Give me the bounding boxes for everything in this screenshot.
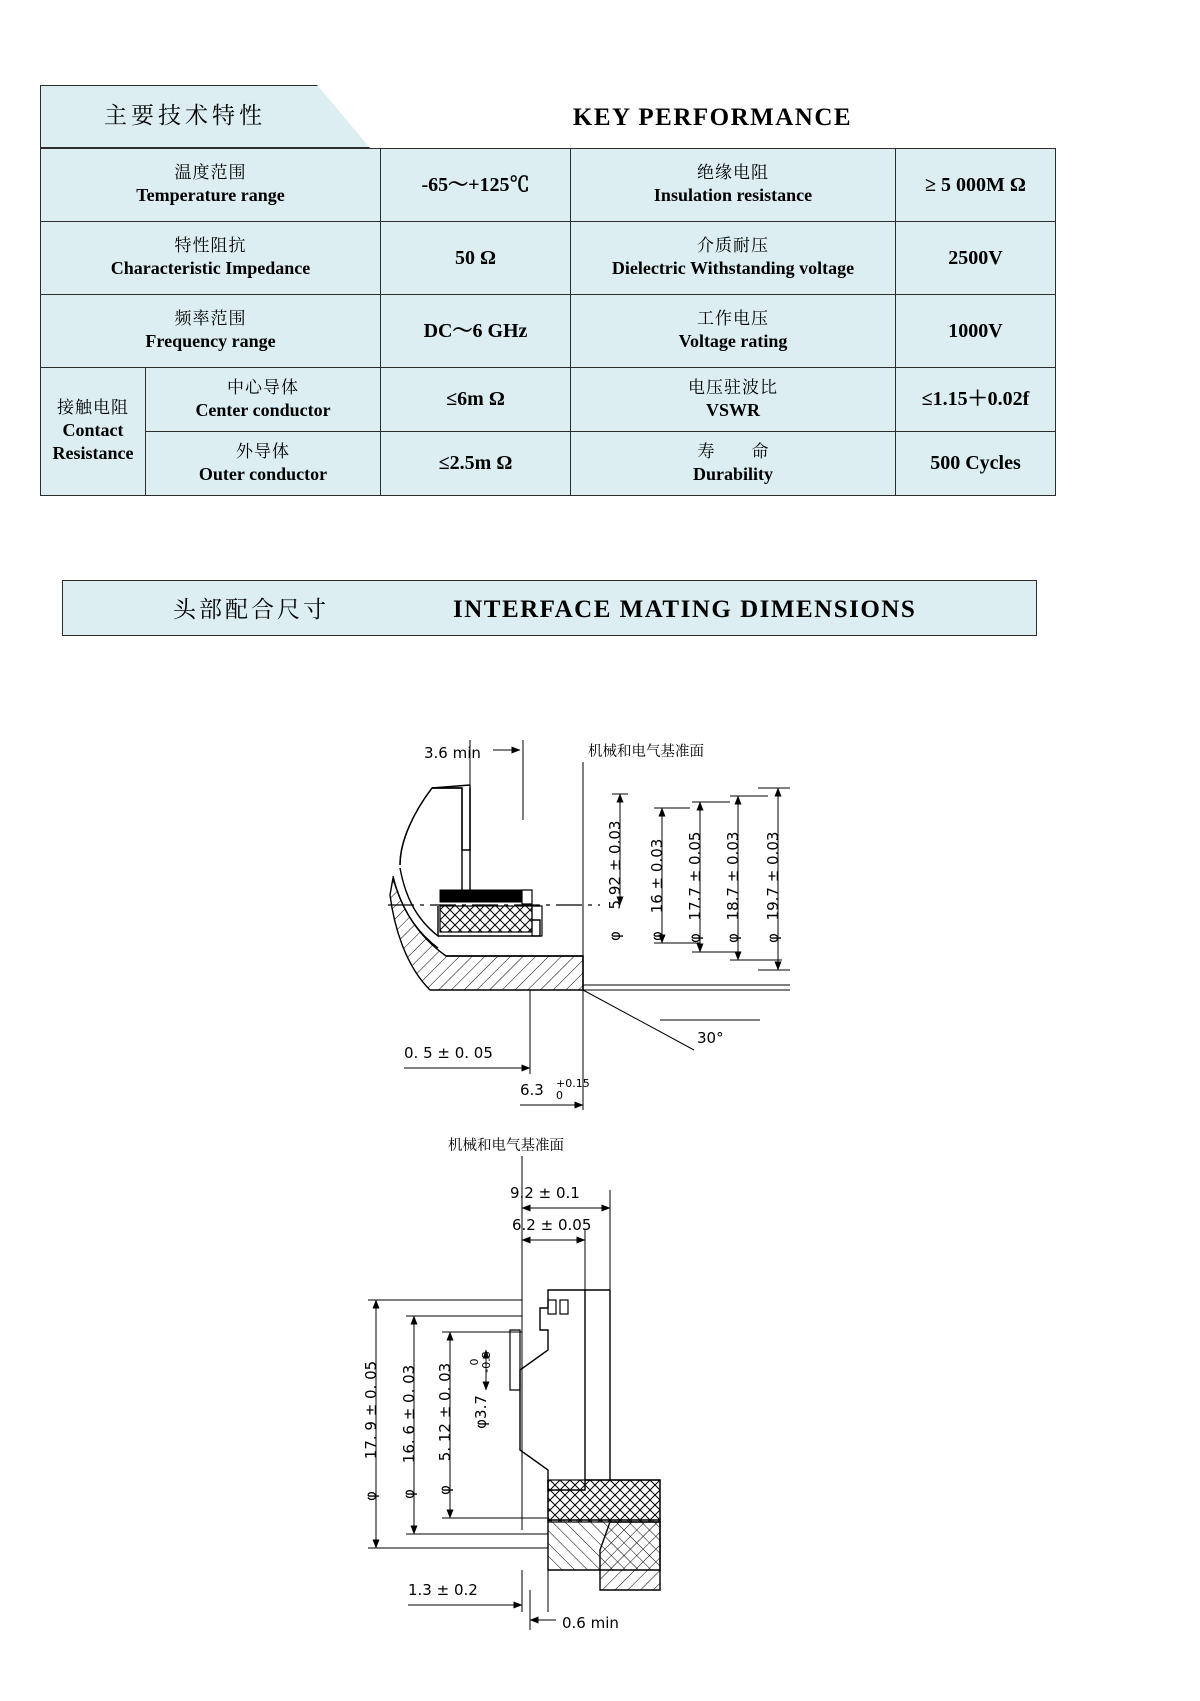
datum-label-top: 机械和电气基准面 [588,744,704,760]
label-en: Dielectric Withstanding voltage [611,258,855,279]
key-performance-section [40,85,1055,496]
cell-label-insulation [571,149,896,222]
label-en: Temperature range [136,185,285,206]
label-cn: 温度范围 [174,163,247,184]
dim-5-92: 5.92 ± 0.03 [606,820,624,910]
interface-mating-banner [62,580,1037,636]
dim-17-7: 17.7 ± 0.05 [686,831,704,921]
table-row [41,295,1056,368]
dim-16: 16 ± 0.03 [648,838,666,914]
label-cn: 工作电压 [697,309,770,330]
interface-title-cn: 头部配合尺寸 [173,597,329,623]
cell-label-durability [571,432,896,496]
label-cn: 寿 命 [697,441,779,462]
phi-symbol-1: φ [606,931,624,941]
bottom-drawing-group [362,1136,660,1632]
label-cn: 绝缘电阻 [697,163,770,184]
phi-symbol-2: φ [648,931,666,941]
dim-0-5: 0. 5 ± 0. 05 [404,1044,493,1062]
cell-label-contact-resistance [41,368,146,496]
top-drawing-group [388,740,790,1110]
key-performance-table [40,148,1056,496]
label-en: Insulation resistance [653,185,813,206]
dim-3-7-upper-tol: 0 [468,1358,481,1366]
dim-6-3-lower-tol: 0 [556,1089,563,1102]
dim-1-3: 1.3 ± 0.2 [408,1581,478,1599]
cell-value-voltage-rating: 1000V [896,295,1056,368]
label-en-line1: Contact [62,420,124,441]
table-row [41,149,1056,222]
label-en: Voltage rating [678,331,788,352]
table-row [41,432,1056,496]
dim-angle-30: 30° [697,1029,724,1047]
cell-label-center-conductor [146,368,381,432]
cell-label-dielectric [571,222,896,295]
cell-label-vswr [571,368,896,432]
cell-value-outer-conductor: ≤2.5m Ω [381,432,571,496]
phi-symbol-4: φ [724,933,742,943]
cell-value-impedance: 50 Ω [381,222,571,295]
label-cn: 特性阻抗 [174,236,247,257]
label-cn: 中心导体 [227,377,299,398]
dim-5-12: 5. 12 ± 0. 03 [436,1362,454,1462]
dim-16-6: 16. 6 ± 0. 03 [400,1364,418,1464]
label-en-line2: Resistance [52,443,134,464]
phi-symbol-6: φ [362,1491,380,1501]
dim-9-2: 9.2 ± 0.1 [510,1184,580,1202]
label-cn: 接触电阻 [57,397,129,418]
cell-value-temperature: -65～+125℃ [381,149,571,222]
cell-label-voltage-rating [571,295,896,368]
label-en: Center conductor [195,399,331,420]
phi-symbol-7: φ [400,1489,418,1499]
dim-18-7: 18.7 ± 0.03 [724,831,742,921]
cell-value-insulation: ≥ 5 000M Ω [896,149,1056,222]
datum-label-bottom: 机械和电气基准面 [448,1138,564,1154]
label-cn: 外导体 [236,441,290,462]
dim-3-7: φ3.7 [472,1395,490,1429]
cell-label-impedance [41,222,381,295]
label-en: Durability [693,463,774,484]
cell-label-outer-conductor [146,432,381,496]
table-row [41,368,1056,432]
drawing-svg [0,690,1200,1701]
label-cn: 频率范围 [174,309,247,330]
cell-value-durability: 500 Cycles [896,432,1056,496]
dim-3-7-lower-tol: -0.3 [480,1351,493,1373]
key-performance-title-cn: 主要技术特性 [104,103,266,129]
phi-symbol-8: φ [436,1485,454,1495]
label-en: Frequency range [145,331,276,352]
cell-value-center-conductor: ≤6m Ω [381,368,571,432]
dim-6-2: 6.2 ± 0.05 [512,1216,592,1234]
label-en: VSWR [706,399,761,420]
dim-3-6-min: 3.6 min [424,744,481,762]
table-row [41,222,1056,295]
label-cn: 电压驻波比 [688,377,779,398]
dim-17-9: 17. 9 ± 0. 05 [362,1360,380,1460]
cell-value-dielectric: 2500V [896,222,1056,295]
interface-drawings [0,690,1200,1701]
phi-symbol-3: φ [686,933,704,943]
label-en: Characteristic Impedance [110,258,311,279]
key-performance-title-en: KEY PERFORMANCE [572,104,853,131]
dim-0-6-min: 0.6 min [562,1614,619,1632]
dim-19-7: 19.7 ± 0.03 [764,831,782,921]
interface-title-en: INTERFACE MATING DIMENSIONS [453,596,917,623]
dim-6-3: 6.3 [520,1081,544,1099]
label-en: Outer conductor [198,463,328,484]
key-performance-banner [40,85,1055,148]
cell-label-temperature [41,149,381,222]
cell-value-frequency: DC～6 GHz [381,295,571,368]
phi-symbol-5: φ [764,933,782,943]
cell-value-vswr: ≤1.15＋0.02f [896,368,1056,432]
dim-6-3-upper-tol: +0.15 [556,1077,590,1090]
label-cn: 介质耐压 [697,236,770,257]
cell-label-frequency [41,295,381,368]
